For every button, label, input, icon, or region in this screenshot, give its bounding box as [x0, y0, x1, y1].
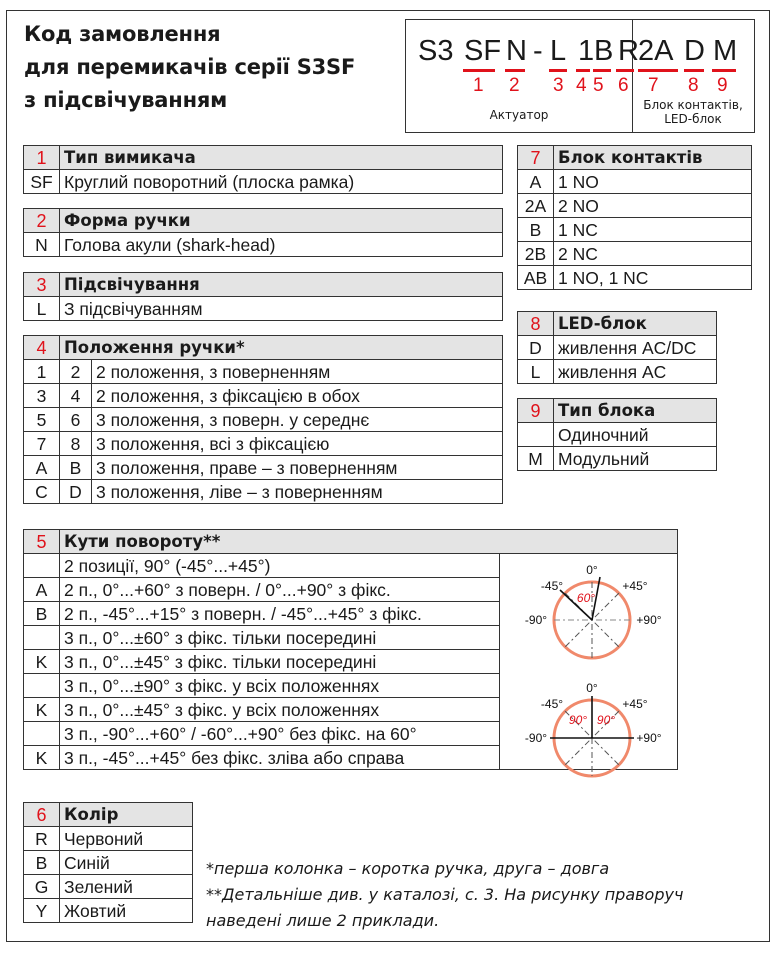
table-title: Блок контактів	[554, 146, 752, 170]
table-number: 1	[24, 146, 60, 170]
table-row	[24, 827, 193, 851]
row-desc: Жовтий	[60, 899, 193, 923]
table-header	[518, 312, 717, 336]
table-row	[24, 297, 503, 321]
row-code-short: 3	[24, 384, 60, 408]
table-row	[518, 336, 717, 360]
row-desc: Круглий поворотний (плоска рамка)	[60, 170, 503, 194]
row-code: SF	[24, 170, 60, 194]
footnote-1: *перша колонка – коротка ручка, друга – довга	[206, 859, 610, 878]
code-seg-1: SF	[464, 35, 502, 67]
row-code-long: B	[60, 456, 92, 480]
angle-diagram-60	[506, 560, 678, 668]
table-number: 4	[24, 336, 60, 360]
table-title: Підсвічування	[60, 273, 503, 297]
code-seg-8: D	[684, 35, 705, 67]
table-row	[24, 170, 503, 194]
row-desc: З підсвічуванням	[60, 297, 503, 321]
row-desc: 3 положення, всі з фіксацією	[92, 432, 503, 456]
table-led-block	[517, 311, 717, 384]
table-title: Форма ручки	[60, 209, 503, 233]
row-code: N	[24, 233, 60, 257]
table-row	[24, 384, 503, 408]
code-underline-3	[549, 69, 567, 72]
table-number: 7	[518, 146, 554, 170]
dial-angle-label: 60°	[576, 591, 596, 605]
table-row	[518, 242, 752, 266]
table-row	[24, 456, 503, 480]
row-code	[24, 554, 60, 578]
row-code-long: 6	[60, 408, 92, 432]
row-code: 2A	[518, 194, 554, 218]
code-num-6: 6	[618, 75, 629, 96]
row-code: A	[518, 170, 554, 194]
row-code-long: 2	[60, 360, 92, 384]
table-row	[518, 360, 717, 384]
code-seg-9: M	[713, 35, 738, 67]
dial-label-neg45: -45°	[540, 697, 564, 711]
table-title: Колір	[60, 803, 193, 827]
row-code: K	[24, 698, 60, 722]
table-row	[24, 875, 193, 899]
row-desc: 3 положення, праве – з поверненням	[92, 456, 503, 480]
row-desc: 3 п., 0°...±90° з фікс. у всіх положеннях	[60, 674, 500, 698]
dial-angle-label-left: 90°	[568, 713, 588, 727]
code-seg-7: 2A	[638, 35, 674, 67]
code-caption-block	[632, 98, 754, 126]
row-code: D	[518, 336, 554, 360]
table-title: Тип блока	[554, 399, 717, 423]
table-handle-shape	[23, 208, 503, 257]
table-rotation-angles	[23, 529, 678, 770]
table-header	[24, 209, 503, 233]
row-desc: 2 NO	[554, 194, 752, 218]
code-seg-series: S3	[418, 35, 454, 67]
dial-label-neg90: -90°	[524, 613, 548, 627]
row-code: AB	[518, 266, 554, 290]
angle-diagram-90	[506, 678, 678, 786]
code-caption-actuator: Актуатор	[489, 108, 549, 122]
row-code-short: 5	[24, 408, 60, 432]
angle-diagrams-cell	[500, 554, 678, 770]
dial-angle-label-right: 90°	[596, 713, 616, 727]
table-illumination	[23, 272, 503, 321]
code-caption-block-line2: LED-блок	[664, 112, 722, 126]
dial-label-pos45: +45°	[622, 579, 648, 593]
code-caption-block-line1: Блок контактів,	[643, 98, 743, 112]
table-row	[518, 423, 717, 447]
table-contact-block	[517, 145, 752, 290]
row-code: Y	[24, 899, 60, 923]
code-underline-1	[463, 69, 495, 72]
table-row	[518, 266, 752, 290]
table-title: Тип вимикача	[60, 146, 503, 170]
table-row	[518, 170, 752, 194]
row-desc: Зелений	[60, 875, 193, 899]
row-code-short: 1	[24, 360, 60, 384]
table-row	[24, 851, 193, 875]
code-seg-3: L	[550, 35, 567, 67]
row-code	[518, 423, 554, 447]
code-underline-9	[712, 69, 736, 72]
row-desc: 2 NC	[554, 242, 752, 266]
table-number: 6	[24, 803, 60, 827]
row-code: L	[518, 360, 554, 384]
order-code-box	[405, 19, 755, 133]
row-code: A	[24, 578, 60, 602]
row-code: L	[24, 297, 60, 321]
title-line-2: для перемикачів серії S3SF	[24, 55, 356, 79]
row-desc: 2 п., 0°...+60° з поверн. / 0°...+90° з фікс.	[60, 578, 500, 602]
table-title: Положення ручки*	[60, 336, 503, 360]
table-row	[24, 432, 503, 456]
table-row	[518, 194, 752, 218]
code-seg-5: B	[594, 35, 614, 67]
row-code	[24, 674, 60, 698]
code-seg-2: N	[506, 35, 527, 67]
dial-label-pos90: +90°	[636, 731, 662, 745]
row-code-short: C	[24, 480, 60, 504]
table-color	[23, 802, 193, 923]
row-code-long: 4	[60, 384, 92, 408]
table-header	[24, 146, 503, 170]
dial-label-pos90: +90°	[636, 613, 662, 627]
table-header	[24, 803, 193, 827]
code-num-3: 3	[553, 75, 564, 96]
row-desc: Одиночний	[554, 423, 717, 447]
code-num-7: 7	[648, 75, 659, 96]
code-seg-4: 1	[578, 35, 595, 67]
table-header	[24, 336, 503, 360]
table-title: Кути повороту**	[60, 530, 678, 554]
row-desc: 3 п., -90°...+60° / -60°...+90° без фікс. на 60°	[60, 722, 500, 746]
table-number: 9	[518, 399, 554, 423]
dial-label-pos45: +45°	[622, 697, 648, 711]
row-desc: Червоний	[60, 827, 193, 851]
dial-label-0: 0°	[586, 681, 598, 695]
table-row	[24, 408, 503, 432]
row-code-long: 8	[60, 432, 92, 456]
table-row	[518, 218, 752, 242]
row-desc: 2 п., -45°...+15° з поверн. / -45°...+45° з фікс.	[60, 602, 500, 626]
table-title: LED-блок	[554, 312, 717, 336]
footnote-2: **Детальніше див. у каталозі, с. 3. На рисунку праворуч	[206, 885, 684, 904]
row-desc: Модульний	[554, 447, 717, 471]
code-num-2: 2	[509, 75, 520, 96]
row-code-short: A	[24, 456, 60, 480]
row-desc: 1 NO, 1 NC	[554, 266, 752, 290]
row-desc: 2 положення, з фіксацією в обох	[92, 384, 503, 408]
table-number: 5	[24, 530, 60, 554]
row-code: R	[24, 827, 60, 851]
code-num-4: 4	[576, 75, 587, 96]
code-num-9: 9	[717, 75, 728, 96]
table-number: 8	[518, 312, 554, 336]
table-row	[24, 233, 503, 257]
row-code: G	[24, 875, 60, 899]
table-header	[518, 146, 752, 170]
footnote-2-cont: наведені лише 2 приклади.	[206, 911, 440, 930]
row-desc: живлення AC	[554, 360, 717, 384]
row-desc: 3 положення, ліве – з поверненням	[92, 480, 503, 504]
row-desc: 2 положення, з поверненням	[92, 360, 503, 384]
code-num-5: 5	[593, 75, 604, 96]
row-code: M	[518, 447, 554, 471]
table-row	[24, 480, 503, 504]
code-seg-6: R	[618, 35, 639, 67]
row-code: B	[24, 602, 60, 626]
page-title	[24, 18, 355, 117]
row-desc: Голова акули (shark-head)	[60, 233, 503, 257]
code-underline-2	[505, 69, 525, 72]
row-code-long: D	[60, 480, 92, 504]
table-block-type	[517, 398, 717, 471]
code-seg-dash: -	[533, 35, 543, 67]
table-header	[518, 399, 717, 423]
row-code: B	[24, 851, 60, 875]
code-underline-4	[576, 69, 590, 72]
code-num-1: 1	[473, 75, 484, 96]
dial-label-neg45: -45°	[540, 579, 564, 593]
table-row	[24, 899, 193, 923]
table-handle-position	[23, 335, 503, 504]
title-line-3: з підсвічуванням	[24, 88, 228, 112]
table-row	[24, 554, 678, 578]
table-header	[24, 530, 678, 554]
row-code: K	[24, 746, 60, 770]
row-code: 2B	[518, 242, 554, 266]
code-underline-7	[638, 69, 678, 72]
row-desc: 2 позиції, 90° (-45°...+45°)	[60, 554, 500, 578]
table-switch-type	[23, 145, 503, 194]
row-code	[24, 722, 60, 746]
row-code-short: 7	[24, 432, 60, 456]
code-underline-8	[684, 69, 704, 72]
row-code: B	[518, 218, 554, 242]
row-desc: 3 п., 0°...±60° з фікс. тільки посередині	[60, 626, 500, 650]
table-row	[24, 360, 503, 384]
row-desc: живлення AC/DC	[554, 336, 717, 360]
row-code: K	[24, 650, 60, 674]
row-desc: 3 п., 0°...±45° з фікс. тільки посередині	[60, 650, 500, 674]
row-desc: Синій	[60, 851, 193, 875]
row-code	[24, 626, 60, 650]
table-number: 3	[24, 273, 60, 297]
footnotes	[206, 856, 683, 934]
dial-label-neg90: -90°	[524, 731, 548, 745]
title-line-1: Код замовлення	[24, 22, 221, 46]
row-desc: 3 положення, з поверн. у середнє	[92, 408, 503, 432]
code-underline-6	[616, 69, 634, 72]
row-desc: 1 NC	[554, 218, 752, 242]
code-num-8: 8	[688, 75, 699, 96]
table-header	[24, 273, 503, 297]
dial-label-0: 0°	[586, 563, 598, 577]
table-number: 2	[24, 209, 60, 233]
row-desc: 3 п., -45°...+45° без фікс. зліва або справа	[60, 746, 500, 770]
code-underline-5	[593, 69, 611, 72]
row-desc: 3 п., 0°...±45° з фікс. у всіх положеннях	[60, 698, 500, 722]
row-desc: 1 NO	[554, 170, 752, 194]
table-row	[518, 447, 717, 471]
